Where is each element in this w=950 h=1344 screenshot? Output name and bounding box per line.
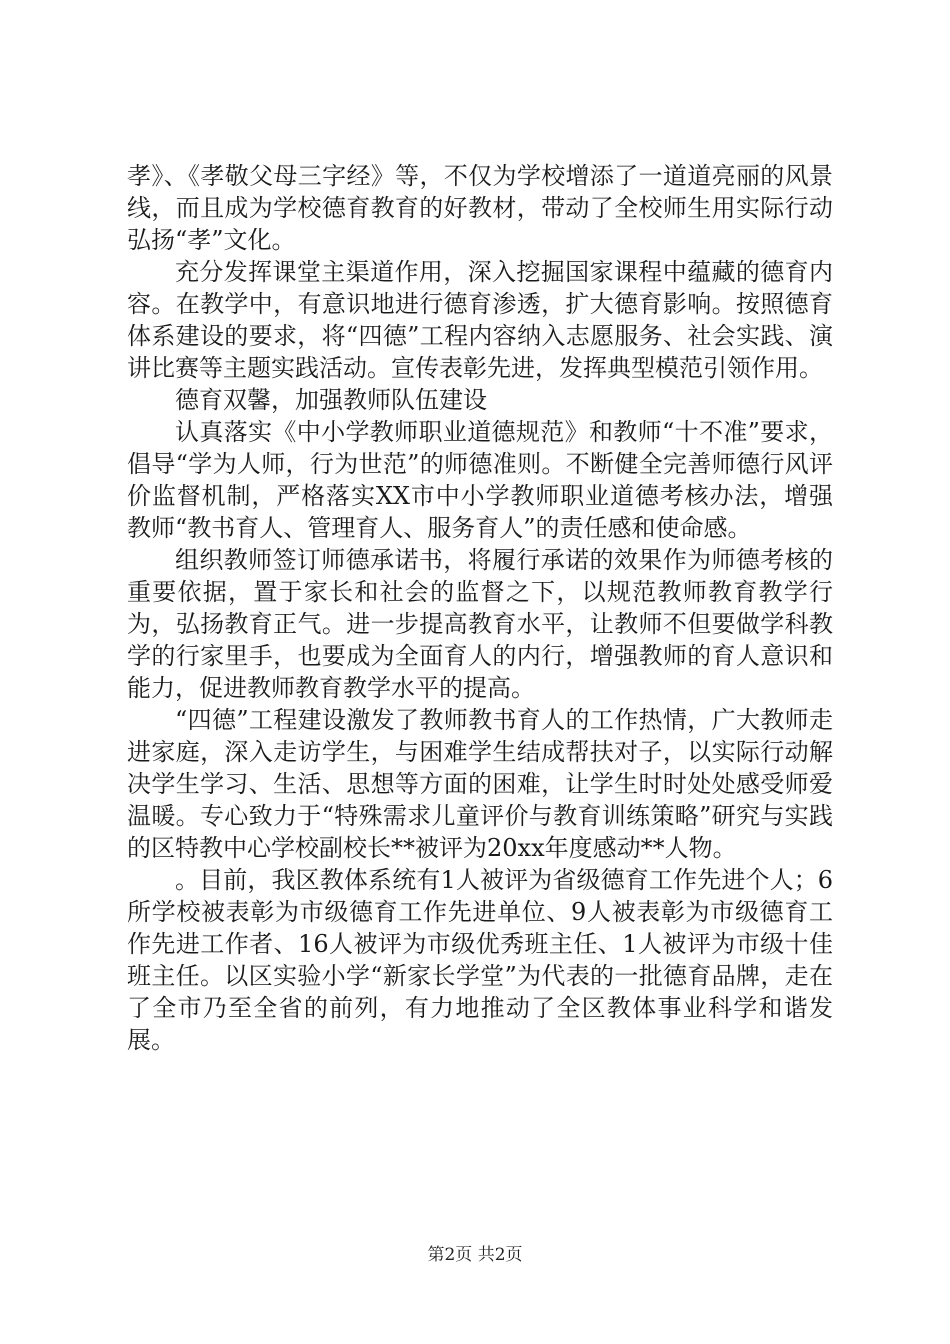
paragraph-ethics-pledge: 组织教师签订师德承诺书，将履行承诺的效果作为师德考核的重要依据，置于家长和社会的监督之下，以规范教师教育教学行为，弘扬教育正气。进一步提高教育水平，让教师不但要做学科教学的行家里手，也要成为全面育人的内行，增强教师的育人意识和能力，促进教师教育教学水平的提高。 <box>127 546 833 702</box>
paragraph-teacher-ethics-norms: 认真落实《中小学教师职业道德规范》和教师“十不准”要求，倡导“学为人师，行为世范”的师德准则。不断健全完善师德行风评价监督机制，严格落实XX市中小学教师职业道德考核办法，增强教师“教书育人、管理育人、服务育人”的责任感和使命感。 <box>127 418 833 542</box>
document-body <box>127 160 833 1056</box>
paragraph-four-virtues-project: “四德”工程建设激发了教师教书育人的工作热情，广大教师走进家庭，深入走访学生，与困难学生结成帮扶对子，以实际行动解决学生学习、生活、思想等方面的困难，让学生时时处处感受师爱温暖。专心致力于“特殊需求儿童评价与教育训练策略”研究与实践的区特教中心学校副校长**被评为20xx年度感动**人物。 <box>127 706 833 862</box>
paragraph-classroom-moral-education: 充分发挥课堂主渠道作用，深入挖掘国家课程中蕴藏的德育内容。在教学中，有意识地进行德育渗透，扩大德育影响。按照德育体系建设的要求，将“四德”工程内容纳入志愿服务、社会实践、演讲比赛等主题实践活动。宣传表彰先进，发挥典型模范引领作用。 <box>127 258 833 382</box>
paragraph-continuation: 孝》、《孝敬父母三字经》等，不仅为学校增添了一道道亮丽的风景线，而且成为学校德育教育的好教材，带动了全校师生用实际行动弘扬“孝”文化。 <box>127 162 833 254</box>
section-heading-teacher-team: 德育双馨，加强教师队伍建设 <box>175 386 487 414</box>
paragraph-achievements: 。目前，我区教体系统有1人被评为省级德育工作先进个人；6所学校被表彰为市级德育工作先进单位、9人被表彰为市级德育工作先进工作者、16人被评为市级优秀班主任、1人被评为市级十佳班主任。以区实验小学“新家长学堂”为代表的一批德育品牌，走在了全市乃至全省的前列，有力地推动了全区教体事业科学和谐发展。 <box>127 866 833 1054</box>
page-footer: 第2页 共2页 <box>427 1245 523 1265</box>
